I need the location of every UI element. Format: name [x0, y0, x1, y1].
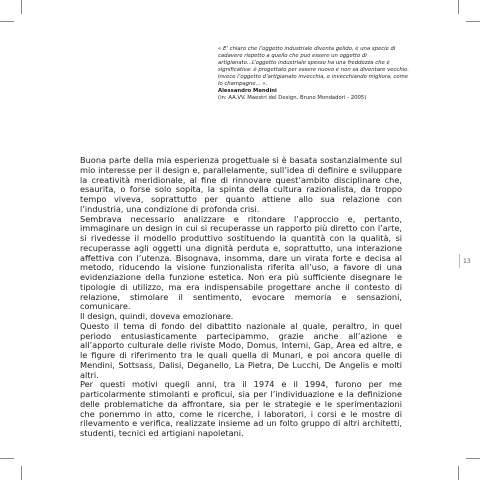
- crop-mark: [458, 466, 459, 480]
- epigraph-author: Alessandro Mendini: [218, 87, 277, 94]
- epigraph-quote: « E’ chiaro che l’oggetto industriale diventa gelido, è una specie di cadavere rispetto a quello che può essere un oggetto di artigianato...L’oggetto industriale spesso ha una freddezza che è significativa: è progettato per essere nuovo e non sa diventare vecchio. Invece l’oggetto d’artigianato invecchia, e invecchiando migliora, come lo champagne... ».: [218, 46, 410, 87]
- crop-mark: [0, 21, 14, 22]
- paragraph: Buona parte della mia esperienza progettuale si è basata sostanzialmente sul mio interesse per il design e, parallelamente, sull’idea di definire e sviluppare la creatività meridionale, al fine di rinnovare quest’ambito disciplinare che, esaurita, o forse solo sopita, la spinta della cultura razionalista, da troppo tempo viveva, soprattutto per quanto attiene allo sua relazione con l’industria, una condizione di profonda crisi.: [80, 155, 402, 214]
- epigraph-source: (in: AA.VV. Maestri del Design, Bruno Mondadori - 2005): [218, 95, 367, 102]
- body-text: [80, 156, 402, 439]
- crop-mark: [0, 458, 14, 459]
- crop-mark: [458, 0, 459, 14]
- epigraph: [218, 46, 414, 102]
- page-number-rule: [459, 254, 460, 268]
- paragraph: Sembrava necessario analizzare e ritondare l’approccio e, pertanto, immaginare un design in cui si recuperasse un rapporto più diretto con l’arte, si rivedesse il modello produttivo sostituendo la quantità con la qualità, si recuperasse agli oggetti una dignità perduta e, soprattutto, una interazione affettiva con l’utenza. Bisognava, insomma, dare un virata forte e decisa al metodo, riducendo la visione funzionalista riferita all’uso, a favore di una evidenziazione della funzione estetica. Non era più sufficiente disegnare le tipologie di utilizzo, ma era indispensabile progettare anche il contesto di relazione, stimolare il sentimento, evocare memoria e sensazioni, comunicare.: [80, 213, 402, 312]
- crop-mark: [466, 458, 480, 459]
- paragraph: Per questi motivi quegli anni, tra il 1974 e il 1994, furono per me particolarmente stimolanti e proficui, sia per l’individuazione e la definizione delle problematiche da affrontare, sia per le strategie e le sperimentazioni che ponemmo in atto, come le ricerche, i laboratori, i corsi e le mostre di rilevamento e verifica, realizzate insieme ad un folto gruppo di altri architetti, studenti, tecnici ed artigiani napoletani.: [80, 379, 402, 438]
- page-number: 13: [463, 258, 471, 265]
- paragraph: Il design, quindi, doveva emozionare.: [80, 311, 234, 321]
- paragraph: Questo il tema di fondo del dibattito nazionale al quale, peraltro, in quel periodo entusiasticamente partecipammo, grazie anche all’azione e all’apporto culturale delle riviste Modo, Domus, Interni, Gap, Area ed altre, e le figure di riferimento tra le quali quella di Munari, e poi ancora quelle di Mendini, Sottsass, Dalisi, Deganello, La Pietra, De Lucchi, De Angelis e molti altri.: [80, 320, 402, 380]
- crop-mark: [21, 466, 22, 480]
- crop-mark: [466, 21, 480, 22]
- crop-mark: [21, 0, 22, 14]
